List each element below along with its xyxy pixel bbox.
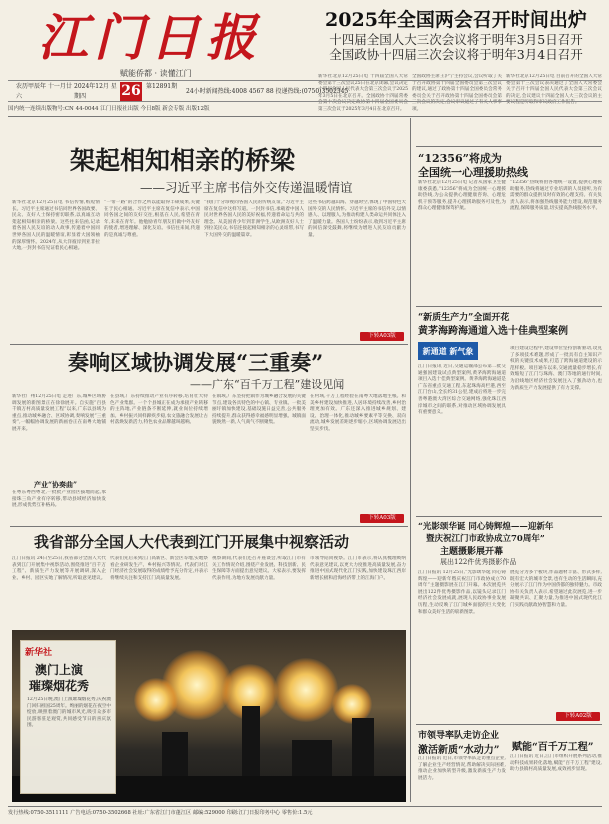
right-s4-col: 江门日报讯 近日,市领导率队走访重点企业,了解企业生产经营情况,帮助解决实际困难,推动企业加快转型升级,激发新质生产力发展活力。 — [418, 756, 506, 781]
issue-number: 第12891期 — [146, 83, 178, 90]
third-col3: 视察期间,代表们还召开座谈会,听取江门市有关工作情况介绍,围绕产业发展、科技创新、民生保障等方面提出意见建议。大家表示,要发挥代表作用,为地方发展贡献力量。 — [212, 556, 306, 581]
right-s3-line3: 主题摄影展开幕 — [440, 547, 504, 557]
rule-2 — [10, 526, 408, 527]
lead-col4: 这些书信跨越山海、穿越时空,体现了中国特色大国外交的人民情怀。习近平主席的书信外交,以情感人、以理服人,为推动构建人类命运共同体注入了温暖力量。各国人士纷纷表示,收到习近平主席的回信深受鼓舞,将继续为增进人民友谊贡献力量。 — [308, 200, 406, 238]
second-subtitle: ——广东“百千万工程”建设见闻 — [190, 378, 345, 391]
right-s1-col1: 新华社北京12月25日电 记者从国家卫生健康委获悉,“12356”将成为全国统一心理援助热线,为公众提供心理健康咨询、心理危机干预等服务,提升心理援助服务可及性,为群众心理健康保驾护航。 — [418, 180, 506, 212]
right-s2-col2: 项目建设过程中,建设单位坚持创新驱动,攻克了多项技术难题,形成了一批具有自主知识产权的关键技术成果,打造了跨海通道建设的示范样板。项目通车以来,交通流量稳步增长,有效缩短了江门与珠海、澳门等地的通行时间,为沿线地区经济社会发展注入了强劲动力,也为新质生产力发展提供了有力支撑。 — [510, 346, 602, 391]
lead-col2: “一带一路”的合作之所以能取得丰硕成果,关键在于民心相通。习近平主席在复信中表示,中国同各国之间的友好交往,根基在人民,希望在青年,未来在青年。他勉励青年朋友们做中外友好的使者,增进理解、深化友谊。书信往来间,传递的是真诚与尊重。 — [104, 200, 200, 238]
third-col4: 市领导陪同视察。江门市表示,将认真梳理吸纳代表意见建议,以更大力度推进高质量发展,奋力推进中国式现代化江门实践,加快建设珠江西岸新增长极和沿海经济带上的江海门户。 — [310, 556, 406, 581]
second-col1: 新华社广州12月25日电 走进广东,城乡区域协调发展的新图景正在徐徐展开。自实施“百县千镇万村高质量发展工程”以来,广东以县域为重点,推动城乡融合、区域协调,奏响发展“三重奏”,一幅幅协调发展的新画卷正在南粤大地铺展开来。 — [12, 394, 106, 432]
second-col3: 在镇域,广东坚持把镇作为城乡融合发展的关键节点,建设各具特色的中心镇、专业镇。一批美丽圩镇加快建设,基础设施日益完善,公共服务持续提升,群众获得感幸福感明显增强。城镇面貌焕然一新,人气商气不断聚集。 — [212, 394, 306, 426]
second-col2: 在县域,广东持续推动产业有序转移,培育壮大特色产业集群。一个个县城正在成为承接产业转移的主阵地,产业链条不断延伸,就业岗位持续增加。乡村振兴同样蹄疾步稳,农文旅融合发展让古村落焕发新活力,特色农业品牌越叫越响。 — [110, 394, 208, 426]
footer: 发行热线:0750-3511111 广告电话:0750-3502668 社址:广东省江门市蓬江区 邮编:529000 印刷:江门日报印务中心 零售价:1.5元 — [8, 806, 602, 818]
third-col1: 江门日报讯 24日至25日,我省部分全国人大代表到江门开展集中视察活动,围绕推进“百千万工程”、新质生产力发展等开展调研,深入企业、乡村、园区实地了解情况,听取意见建议。 — [12, 556, 106, 581]
lead-continue-link[interactable]: 下转A03版 — [360, 332, 404, 341]
right-s4-sub: 激活新质“水动力” — [418, 745, 500, 756]
top-summary-col3: 新华社北京12月25日电 目前召开的全国人大常委会第十三次会议表决通过了全国人大常委会关于召开十四届全国人民代表大会第三次会议的决定,会议建议十四届全国人大三次会议的主要议程是听取和审议政府工作报告。 — [506, 74, 602, 106]
lunar-date: 农历甲辰年 十一月廿六 — [16, 83, 72, 100]
right-s3-title[interactable]: “光影颂华诞 同心铸辉煌——迎新年 — [418, 522, 554, 532]
photo-caption-text: 12月25日晚,澳门上演璀璨烟花秀,庆祝澳门回归祖国25周年。绚丽的烟花在夜空中绽放,映照着澳门的城市风光,吸引众多市民游客驻足观赏,共同感受节日的喜庆氛围。 — [27, 697, 111, 729]
right-s2-title[interactable]: “新质生产力”全面开花 — [418, 313, 510, 323]
rule-r3 — [416, 724, 602, 725]
second-col4: 在村域,千万工程经验在南粤大地落地生根。和美乡村建设加快推进,人居环境持续改善,乡村治理更加有效。广东还深入推进城乡规划、建设、治理一体化,推动城乡要素平等交换、双向流动,城乡发展差距逐步缩小,区域协调发展迈出坚实步伐。 — [310, 394, 406, 432]
top-headline-title[interactable]: 2025年全国两会召开时间出炉 — [325, 9, 587, 31]
right-s5-title[interactable]: 赋能“百千万工程” — [512, 742, 594, 753]
right-s2-tag: 新通道 新气象 — [418, 342, 478, 360]
lead-col3: “我们十分珍视同各国人民的传统友谊。”习近平主席在复信中这样写道。一封封书信,承载着中国人民对世界各国人民的美好祝福,传递着命运与共的理念。从美国青少年到非洲学生,从欧洲友好人士到拉美民众,书信连接起相知相亲的心灵纽带,书写下大国外交的温暖篇章。 — [204, 200, 304, 238]
hotline-info: 24小时新闻热线:4008 4567 88 投递热线:(0750)3502345 — [186, 88, 349, 95]
rule-1 — [10, 344, 408, 345]
masthead — [8, 4, 310, 80]
right-s1-col2: “12356”热线将由各地统一设置,提供心理援助服务,热线将通过专业培训的人员接听,为有需要的群众提供及时有效的心理支持。有关负责人表示,将加强热线服务能力建设,规范服务流程,保障服务质量,切实提高热线服务水平。 — [510, 180, 602, 212]
cn-bar: 国内统一连续出版物号:CN 44-0044 江门日报社出版 今日8版 新会专版 出版12版 — [8, 106, 210, 112]
right-s3-col1: 江门日报讯 12月25日,“光影颂华诞 同心铸辉煌——迎新年暨庆祝江门市政协成立70周年”主题摄影展在江门开幕。本次展览共展出122件优秀摄影作品,以镜头记录江门经济社会发展成就,展现人民政协事业发展历程,生动反映了江门城乡面貌的巨大变化和群众美好生活的崭新图景。 — [418, 570, 506, 615]
column-divider — [410, 118, 411, 802]
right-s1-sub: 全国统一心理援助热线 — [418, 166, 528, 179]
rule-r0 — [416, 146, 602, 147]
third-col2: 代表们先后来到江门高新区、新会区等地,实地察看企业研发生产、乡村振兴等情况。代表们对江门经济社会发展取得的成绩给予充分肯定,并表示将继续关注和支持江门高质量发展。 — [110, 556, 208, 581]
day-number: 26 — [121, 83, 141, 99]
second-section-head: 产业“协奏曲” — [34, 480, 78, 489]
photo-title-1: 澳门上演 — [35, 663, 84, 677]
right-s1-title[interactable]: “12356”将成为 — [418, 152, 502, 165]
right-s2-col1: 江门日报讯 近日,交通运输部公布第二批交通强国建设试点典型案例,黄茅海跨海通道项目入选十佳典型案例。黄茅海跨海通道是广东省重点交通工程,东起珠海高栏港,西至江门台山,全长约31公里,建成后将进一步完善粤港澳大湾区综合交通网络,强化珠江西岸城市之间的联系,对推动区域协调发展具有重要意义。 — [418, 364, 506, 416]
right-s3-line4: 展出122件优秀摄影作品 — [440, 558, 517, 566]
rule-r1 — [416, 306, 602, 307]
top-headline[interactable] — [310, 8, 602, 74]
right-s3-line2: 暨庆祝江门市政协成立70周年” — [426, 534, 545, 544]
second-title[interactable]: 奏响区域协调发展“三重奏” — [68, 350, 324, 375]
right-s3-col2: 展览分为多个板块,作品题材丰富、形式多样,既有宏大的城市全景,也有生动的生活瞬间,充分展示了江门作为中国侨都的独特魅力。市政协有关负责人表示,希望通过此次展览,进一步凝聚共识、汇聚力量,为推进中国式现代化江门实践贡献政协智慧和力量。 — [510, 570, 602, 608]
top-summary-col2: 全国政协主席王沪宁主持会议,会议听取了关于召开政协第十四届全国委员会第三次会议的建议,通过了政协第十四届全国委员会常务委员会关于召开政协第十四届全国委员会第三次会议的决定,会议审议通过了有关人事事项。 — [412, 74, 502, 112]
top-headline-line1: 十四届全国人大三次会议将于明年3月5日召开 — [329, 32, 583, 47]
top-rule — [8, 116, 602, 117]
date-bar — [8, 80, 602, 102]
right-s2-sub: 黄茅海跨海通道入选十佳典型案例 — [418, 326, 568, 337]
third-title[interactable]: 我省部分全国人大代表到江门开展集中视察活动 — [34, 533, 350, 551]
lead-subtitle: ——习近平主席书信外交传递温暖情谊 — [140, 180, 353, 195]
rule-r2 — [416, 516, 602, 517]
lead-title[interactable]: 架起相知相亲的桥梁 — [70, 146, 296, 175]
right-s4-title[interactable]: 市领导率队走访企业 — [418, 731, 500, 741]
top-headline-line2: 全国政协十四届三次会议将于明年3月4日召开 — [329, 47, 583, 62]
weekday-date: 2024年12月 星期四 — [74, 83, 117, 100]
right-s5-col: 江门日报讯 近日,江门市组织开展系列活动,推动科技成果转化落地,赋能“百千万工程”建设,助力县镇村高质量发展,成效初步显现。 — [510, 754, 602, 773]
masthead-slogan: 赋能侨都 · 读懂江门 — [120, 69, 192, 78]
top-summary-col1: 新华社北京12月25日电 十四届全国人大常委会第十三次会议25日在北京闭幕,会议决定十四届全国人民代表大会第三次会议于2025年3月5日在北京召开。全国政协十四届常委会第十次会议决定政协第十四届全国委员会第三次会议于2025年3月4日在北京召开。 — [318, 74, 408, 112]
second-col1b: 在粤东粤西粤北,一批批产业园区拔地而起,承接珠三角产业有序转移,带动县域经济加快发展,形成优势互补格局。 — [12, 490, 106, 509]
photo-tag: 新华社 — [25, 648, 53, 658]
photo-title-2: 璀璨烟花秀 — [29, 679, 90, 693]
photo-caption-box — [20, 640, 116, 794]
lead-col1: 新华社北京12月25日电 书信传情,纸短情长。习近平主席通过书信同世界各国政要、民众、友好人士保持密切联系,以真诚互动架起相知相亲的桥梁。这些往来信函,记录着各国人民友谊的动人故事,传递着中国同世界各国人民的温暖情谊,彰显着大国领袖的深厚情怀。2024年,从大洋彼岸到亚非拉大地,一封封书信见证着民心相通。 — [12, 200, 100, 252]
second-continue-link[interactable]: 下转A03版 — [360, 514, 404, 523]
newspaper-title: 江门日报 — [38, 8, 262, 67]
right-continue-link[interactable]: 下转A02版 — [556, 712, 600, 721]
